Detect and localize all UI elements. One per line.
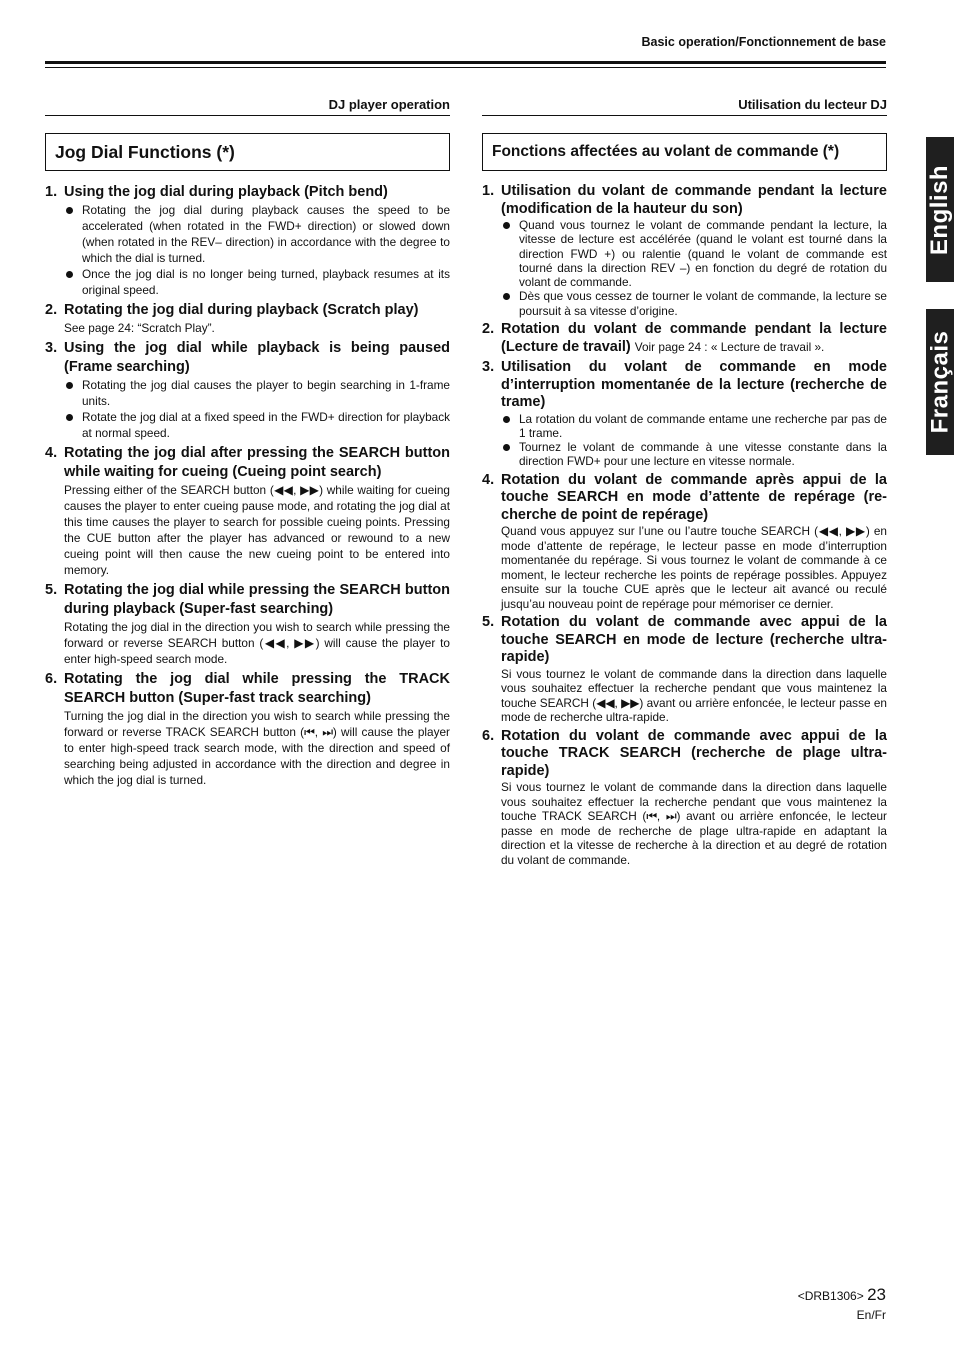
item-heading: Rotating the jog dial while pressing the SEARCH button during playback (Super-fast searching) (64, 582, 450, 617)
bullet-item: Rotate the jog dial at a fixed speed in the FWD+ direction for playback at normal speed. (64, 409, 450, 441)
bullet-item: La rotation du volant de commande entame une recherche par pas de 1 trame. (501, 412, 887, 441)
bullet-icon (503, 416, 510, 423)
list-item (482, 728, 887, 868)
item-number: 2. (482, 321, 495, 338)
function-list (482, 183, 887, 867)
item-heading: Rotation du volant de commande avec appui de la touche SEARCH en mode de lecture (recherche ultra-rapide) (501, 614, 887, 666)
item-body: Pressing either of the SEARCH button (◀◀, ▶▶) while waiting for cueing causes the player to enter cueing pause mode, and rotating the jog dial at this time causes the player to search for possible cueing points. Pressing the CUE button after the player has advanced or rewound to a new cueing point will then cause the new cueing point to be entered into memory. (64, 483, 450, 577)
item-heading: Utilisation du volant de commande en mode d’interruption momentanée de la lecture (recherche de trame) (501, 359, 887, 411)
function-list (45, 183, 450, 788)
item-number: 3. (45, 340, 58, 356)
item-number: 6. (45, 671, 58, 687)
page-footer (798, 1285, 886, 1305)
item-number: 6. (482, 727, 495, 744)
item-body: Si vous tournez le volant de commande dans la direction dans laquelle vous souhaitez effectuer la recherche pendant que vous maintenez la touche SEARCH (◀◀, ▶▶) avant ou arrière enfoncée, le lecteur passe en mode de recherche ultra-rapide. (501, 666, 887, 725)
item-heading: Rotating the jog dial while pressing the TRACK SEARCH button (Super-fast track searching) (64, 671, 450, 706)
list-item (482, 614, 887, 725)
bullet-item: Tournez le volant de commande à une vitesse constante dans la direction FWD+ pour une lecture en vitesse normale. (501, 440, 887, 469)
item-number: 3. (482, 359, 495, 376)
item-heading: Rotation du volant de commande pendant la lecture (Lecture de travail) (501, 321, 887, 355)
bullet-icon (66, 382, 73, 389)
item-heading: Rotation du volant de commande avec appui de la touche TRACK SEARCH (recherche de plage ultra-rapide) (501, 727, 887, 779)
list-item (45, 339, 450, 441)
item-number: 5. (45, 582, 58, 598)
item-heading-with-note (501, 321, 887, 356)
item-heading: Using the jog dial during playback (Pitch bend) (64, 184, 388, 200)
bullet-icon (66, 207, 73, 214)
list-item (45, 670, 450, 788)
english-column (45, 97, 450, 791)
language-tab-english: English (926, 137, 954, 282)
language-tab-francais: Français (926, 309, 954, 455)
item-number: 5. (482, 614, 495, 631)
section-title: Fonctions affectées au volant de commande (*) (492, 143, 840, 160)
section-title-box (482, 133, 887, 171)
header-rule-thin (45, 67, 886, 68)
item-number: 1. (482, 183, 495, 199)
section-subtitle: DJ player operation (45, 97, 450, 116)
section-title-box (45, 133, 450, 171)
item-number: 1. (45, 184, 58, 200)
list-item (482, 183, 887, 318)
section-title: Jog Dial Functions (*) (55, 141, 235, 162)
item-heading: Rotating the jog dial after pressing the SEARCH button while waiting for cueing (Cueing point search) (64, 445, 450, 480)
list-item (45, 301, 450, 336)
bullet-icon (66, 271, 73, 278)
bullet-item: Rotating the jog dial during playback causes the speed to be accelerated (when rotated in the FWD+ direction) or slowed down (when rotated in the REV– direction) in accordance with the degree to which the dial is turned. (64, 202, 450, 266)
bullet-icon (503, 293, 510, 300)
bullet-icon (66, 414, 73, 421)
bullet-item: Quand vous tournez le volant de commande pendant la lecture, la vitesse de lecture est accélérée (quand le volant est tourné dans la direction FWD +) ou ralentie (quand le volant de commande est tourné dans la direction REV –) en fonction du degré de rotation du volant de commande. (501, 218, 887, 289)
french-column (482, 97, 887, 870)
item-body: Rotating the jog dial in the direction you wish to search while pressing the forward or reverse SEARCH button (◀◀, ▶▶) will cause the player to enter high-speed search mode. (64, 620, 450, 666)
list-item (45, 183, 450, 298)
item-number: 4. (45, 445, 58, 461)
item-number: 2. (45, 302, 58, 318)
list-item (482, 472, 887, 612)
list-item (482, 321, 887, 356)
list-item (45, 581, 450, 667)
item-inline-note: Voir page 24 : « Lecture de travail ». (634, 339, 825, 354)
item-body: Turning the jog dial in the direction you wish to search while pressing the forward or reverse TRACK SEARCH button (⏮, ⏭) will cause the player to enter high-speed track search mode, with the direction and speed of searching being adjusted in accordance with the direction and degree in which the jog dial is turned. (64, 709, 450, 787)
bullet-item: Rotating the jog dial causes the player to begin searching in 1-frame units. (64, 377, 450, 409)
item-heading: Rotating the jog dial during playback (Scratch play) (64, 302, 419, 318)
bullet-icon (503, 222, 510, 229)
item-heading: Rotation du volant de commande après appui de la touche SEARCH en mode d’attente de repérage (re-cherche de point de repérage) (501, 471, 887, 523)
list-item (45, 444, 450, 578)
item-body: See page 24: “Scratch Play”. (64, 321, 215, 335)
document-code: <DRB1306> (797, 1289, 864, 1303)
bullet-item: Dès que vous cessez de tourner le volant de commande, la lecture se poursuit à sa vitesse d’origine. (501, 289, 887, 318)
header-rule-thick (45, 61, 886, 64)
bullet-icon (503, 444, 510, 451)
item-heading: Using the jog dial while playback is being paused (Frame searching) (64, 340, 450, 375)
item-body: Si vous tournez le volant de commande dans la direction dans laquelle vous souhaitez effectuer la recherche pendant que vous maintenez la touche TRACK SEARCH (⏮, ⏭) avant ou arrière enfoncée, le lecteur passe en mode de recherche de plage ultra-rapide en adaptant la direction et la vitesse de recherche à la direction et au degré de rotation du volant de commande. (501, 780, 887, 867)
bullet-item: Once the jog dial is no longer being turned, playback resumes at its original speed. (64, 266, 450, 298)
section-subtitle: Utilisation du lecteur DJ (482, 97, 887, 116)
footer-language: En/Fr (856, 1308, 886, 1322)
item-body: Quand vous appuyez sur l’une ou l’autre touche SEARCH (◀◀, ▶▶) en mode d’attente de repérage, le lecteur passe en mode d’interruption momentanée du repérage. Si vous tournez le volant de commande à ce moment, le lecteur recherche les points de repérage possibles. Appuyez ensuite sur la touche CUE après que le lecteur ait avancé ou reculé jusqu’au nouveau point de repérage pour mémoriser ce dernier. (501, 524, 887, 611)
item-number: 4. (482, 471, 495, 488)
header-title: Basic operation/Fonctionnement de base (641, 35, 886, 49)
item-heading: Utilisation du volant de commande pendant la lecture (modification de la hauteur du son) (501, 183, 887, 217)
page-number: 23 (867, 1285, 886, 1304)
list-item (482, 359, 887, 469)
